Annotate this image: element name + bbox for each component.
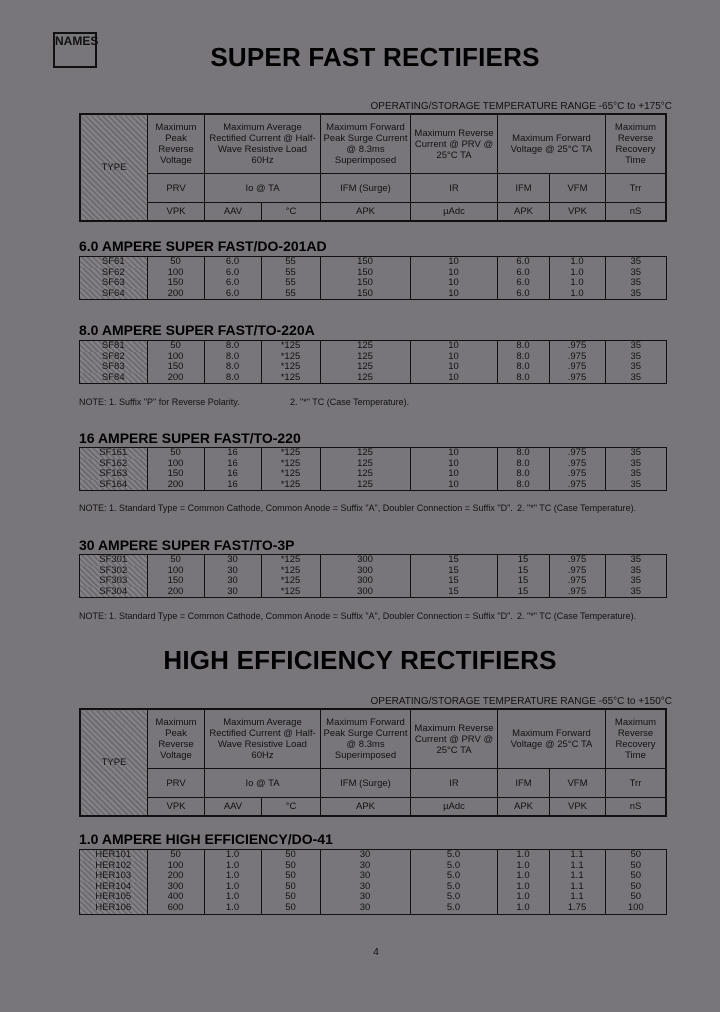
table-cell: 16 [204,469,261,480]
unit: APK [498,203,550,221]
table-cell: 100 [147,459,204,470]
table-cell: 1.0 [204,882,261,893]
table-cell: 50 [147,555,204,566]
table-cell: *125 [261,373,320,384]
table-cell: 150 [147,278,204,289]
avg-rectified-current-header: Maximum Average Rectified Current @ Half-Wave Resistive Load 60Hz [205,115,321,174]
table-cell: 30 [320,850,410,861]
unit: °C [262,203,321,221]
table-cell: 1.75 [549,903,605,914]
table-cell: 10 [410,341,497,352]
table-cell: 35 [630,361,642,373]
sf-op-range: OPERATING/STORAGE TEMPERATURE RANGE -65°C to +175°C [370,101,672,112]
table-cell: 6.0 [497,289,549,300]
table-cell: 50 [261,850,320,861]
table-cell: 50 [261,892,320,903]
table-cell: 10 [410,289,497,300]
table-cell: *125 [261,587,320,598]
table-cell: 125 [320,352,410,363]
table-cell: 16 [204,480,261,491]
table-cell: 50 [261,882,320,893]
unit: µAdc [411,798,498,816]
table-cell: 100 [627,901,644,913]
table-cell: 8.0 [497,448,549,459]
table-cell: 50 [630,891,642,903]
symbol: IR [411,174,498,203]
part-number: SF63 [80,278,147,289]
table-cell: 1.1 [549,882,605,893]
table-cell: 30 [320,861,410,872]
table-cell: 30 [204,576,261,587]
table-cell: 150 [320,268,410,279]
table-cell: 35 [630,256,642,267]
table-cell: 150 [147,469,204,480]
table-cell: 1.1 [549,892,605,903]
table-cell: *125 [261,469,320,480]
table-cell: 6.0 [204,289,261,300]
reverse-current-header: Maximum Reverse Current @ PRV @ 25°C TA [411,115,498,174]
table-cell: 55 [261,268,320,279]
unit: APK [321,798,411,816]
table-cell: 10 [410,278,497,289]
part-number: SF164 [80,480,147,491]
note: NOTE: 1. Suffix "P" for Reverse Polarity. [79,397,240,407]
part-number: SF302 [80,566,147,577]
table-cell: 1.0 [204,850,261,861]
table-cell: 50 [261,871,320,882]
table-cell: 1.0 [549,289,605,300]
table-cell: 200 [147,480,204,491]
table-cell: 50 [261,903,320,914]
data-table [79,447,667,491]
table-cell: 200 [147,289,204,300]
part-number: HER102 [80,861,147,872]
table-cell: 15 [410,576,497,587]
symbol: IFM (Surge) [321,174,411,203]
table-cell: 16 [204,459,261,470]
reverse-current-header: Maximum Reverse Current @ PRV @ 25°C TA [411,710,498,769]
recovery-time-header: Maximum Reverse Recovery Time [606,115,666,174]
table-cell: *125 [261,448,320,459]
table-row [80,448,666,459]
data-table [79,849,667,915]
table-cell: 8.0 [204,373,261,384]
table-cell: 1.0 [497,882,549,893]
table-cell: 50 [147,850,204,861]
symbol: IFM (Surge) [321,769,411,798]
table-cell: 10 [410,268,497,279]
table-cell: 300 [320,566,410,577]
table-cell: 100 [147,268,204,279]
table-cell: 50 [630,859,642,871]
table-cell: 10 [410,448,497,459]
symbol: Trr [606,174,666,203]
high-efficiency-title: HIGH EFFICIENCY RECTIFIERS [163,645,557,675]
table-cell: 200 [147,587,204,598]
table-cell: *125 [261,459,320,470]
symbol: Io @ TA [205,769,321,798]
table-cell: 1.1 [549,850,605,861]
table-cell: 1.1 [549,861,605,872]
table-cell: 1.0 [497,892,549,903]
table-cell: 50 [147,341,204,352]
table-cell: 125 [320,362,410,373]
table-cell: 125 [320,448,410,459]
symbol: PRV [148,769,205,798]
table-cell: 1.0 [497,861,549,872]
table-cell: .975 [549,448,605,459]
note: NOTE: 1. Standard Type = Common Cathode, Common Anode = Suffix "A", Doubler Connection = Suffix "D". [79,503,513,513]
type-header: TYPE [81,115,148,221]
table-cell: 100 [147,861,204,872]
table-row [80,257,666,268]
table-cell: 300 [320,555,410,566]
table-cell: *125 [261,352,320,363]
unit: APK [498,798,550,816]
table-row [80,587,666,598]
table-cell: .975 [549,587,605,598]
table-cell: 150 [147,576,204,587]
table-cell: 125 [320,341,410,352]
table-cell: 8.0 [204,362,261,373]
symbol: Trr [606,769,666,798]
table-cell: 35 [630,478,642,490]
table-cell: 15 [497,566,549,577]
table-cell: *125 [261,576,320,587]
table-cell: 8.0 [497,469,549,480]
part-number: SF62 [80,268,147,279]
table-cell: 1.0 [204,903,261,914]
table-cell: *125 [261,341,320,352]
table-cell: 125 [320,459,410,470]
super-fast-title: SUPER FAST RECTIFIERS [210,42,540,72]
part-number: HER101 [80,850,147,861]
unit: nS [606,798,666,816]
note: 2. "*" TC (Case Temperature). [290,397,410,407]
section-title: 6.0 AMPERE SUPER FAST/DO-201AD [79,238,327,254]
table-cell: 6.0 [497,278,549,289]
note: 2. "*" TC (Case Temperature). [517,611,637,621]
table-cell: 15 [497,587,549,598]
table-cell: 30 [320,903,410,914]
table-cell: .975 [549,362,605,373]
table-cell: 5.0 [410,861,497,872]
sf-header-table [79,113,667,222]
part-number: SF64 [80,289,147,300]
table-row [80,480,666,491]
table-row [80,289,666,300]
part-number: SF163 [80,469,147,480]
table-cell: 1.0 [497,850,549,861]
table-cell: 16 [204,448,261,459]
table-cell: .975 [549,341,605,352]
symbol: IR [411,769,498,798]
table-cell: 6.0 [204,278,261,289]
table-cell: 150 [320,278,410,289]
avg-rectified-current-header: Maximum Average Rectified Current @ Half-Wave Resistive Load 60Hz [205,710,321,769]
table-cell: 30 [320,892,410,903]
note: NOTE: 1. Standard Type = Common Cathode, Common Anode = Suffix "A", Doubler Connection = Suffix "D". [79,611,513,621]
part-number: SF161 [80,448,147,459]
company-logo: NAMES [53,32,97,68]
table-cell: *125 [261,362,320,373]
unit: VPK [550,203,606,221]
table-cell: 8.0 [497,352,549,363]
table-cell: 15 [410,587,497,598]
table-row [80,373,666,384]
table-cell: 30 [320,871,410,882]
part-number: SF303 [80,576,147,587]
table-cell: .975 [549,566,605,577]
data-table [79,554,667,598]
table-cell: 50 [630,880,642,892]
table-cell: 35 [630,277,642,289]
part-number: SF301 [80,555,147,566]
table-cell: 8.0 [497,341,549,352]
table-cell: 55 [261,289,320,300]
table-cell: 1.0 [549,268,605,279]
section-title: 1.0 AMPERE HIGH EFFICIENCY/DO-41 [79,831,333,847]
symbol: VFM [550,174,606,203]
surge-current-header: Maximum Forward Peak Surge Current @ 8.3ms Superimposed [321,115,411,174]
type-header: TYPE [81,710,148,816]
table-cell: 35 [630,585,642,597]
table-cell: 35 [630,447,642,458]
table-cell: .975 [549,576,605,587]
table-cell: 10 [410,459,497,470]
surge-current-header: Maximum Forward Peak Surge Current @ 8.3ms Superimposed [321,710,411,769]
table-row [80,850,666,861]
table-cell: 150 [147,362,204,373]
table-cell: 5.0 [410,882,497,893]
table-cell: 10 [410,362,497,373]
table-cell: 15 [410,566,497,577]
unit: nS [606,203,666,221]
he-header-table [79,708,667,817]
table-cell: 8.0 [497,480,549,491]
table-cell: .975 [549,373,605,384]
symbol: PRV [148,174,205,203]
table-cell: 35 [630,554,642,565]
table-cell: 1.0 [204,861,261,872]
table-cell: 50 [630,870,642,882]
part-number: SF304 [80,587,147,598]
table-cell: 5.0 [410,850,497,861]
he-op-range: OPERATING/STORAGE TEMPERATURE RANGE -65°C to +150°C [370,696,672,707]
unit: APK [321,203,411,221]
table-cell: 6.0 [497,257,549,268]
part-number: HER104 [80,882,147,893]
table-cell: 1.0 [497,903,549,914]
table-cell: 35 [630,350,642,362]
table-cell: 10 [410,480,497,491]
symbol: Io @ TA [205,174,321,203]
table-cell: 50 [147,257,204,268]
table-cell: 6.0 [204,268,261,279]
unit: VPK [148,798,205,816]
table-cell: 100 [147,566,204,577]
table-cell: 150 [320,289,410,300]
table-cell: 30 [204,555,261,566]
section-title: 30 AMPERE SUPER FAST/TO-3P [79,537,295,553]
table-cell: 1.0 [497,871,549,882]
table-cell: 30 [204,566,261,577]
table-cell: 15 [497,576,549,587]
data-table [79,256,667,300]
table-cell: 35 [630,457,642,469]
table-cell: .975 [549,469,605,480]
table-cell: 1.0 [549,278,605,289]
recovery-time-header: Maximum Reverse Recovery Time [606,710,666,769]
part-number: HER103 [80,871,147,882]
unit: µAdc [411,203,498,221]
table-cell: 125 [320,373,410,384]
table-cell: 35 [630,564,642,576]
table-cell: 15 [497,555,549,566]
symbol: IFM [498,174,550,203]
table-cell: 300 [147,882,204,893]
peak-reverse-voltage-header: Maximum Peak Reverse Voltage [148,115,205,174]
table-cell: 100 [147,352,204,363]
note: 2. "*" TC (Case Temperature). [517,503,637,513]
table-cell: 10 [410,257,497,268]
unit: °C [262,798,321,816]
part-number: SF81 [80,341,147,352]
table-cell: *125 [261,566,320,577]
table-cell: 30 [320,882,410,893]
table-cell: 1.1 [549,871,605,882]
table-cell: 50 [261,861,320,872]
table-cell: 5.0 [410,903,497,914]
table-cell: 200 [147,373,204,384]
table-cell: 30 [204,587,261,598]
table-cell: 15 [410,555,497,566]
table-cell: 55 [261,257,320,268]
section-title: 8.0 AMPERE SUPER FAST/TO-220A [79,322,315,338]
table-cell: .975 [549,555,605,566]
table-cell: 35 [630,468,642,480]
table-row [80,341,666,352]
table-cell: 8.0 [497,373,549,384]
table-cell: 300 [320,576,410,587]
table-cell: 8.0 [204,341,261,352]
table-cell: 1.0 [549,257,605,268]
part-number: SF84 [80,373,147,384]
table-cell: 125 [320,469,410,480]
table-cell: 10 [410,352,497,363]
table-cell: 35 [630,575,642,587]
table-cell: 35 [630,340,642,351]
table-cell: 8.0 [497,459,549,470]
table-cell: 600 [147,903,204,914]
forward-voltage-header: Maximum Forward Voltage @ 25°C TA [498,115,606,174]
table-row [80,903,666,914]
table-cell: 8.0 [204,352,261,363]
unit: VPK [550,798,606,816]
table-cell: 35 [630,266,642,278]
part-number: SF61 [80,257,147,268]
table-cell: 10 [410,469,497,480]
part-number: SF162 [80,459,147,470]
table-cell: 35 [630,371,642,383]
table-cell: 200 [147,871,204,882]
table-cell: 55 [261,278,320,289]
part-number: HER105 [80,892,147,903]
peak-reverse-voltage-header: Maximum Peak Reverse Voltage [148,710,205,769]
part-number: HER106 [80,903,147,914]
table-cell: 6.0 [204,257,261,268]
table-cell: 35 [630,287,642,299]
table-row [80,555,666,566]
table-cell: 150 [320,257,410,268]
page-number: 4 [373,947,379,958]
table-cell: 6.0 [497,268,549,279]
table-cell: 400 [147,892,204,903]
symbol: IFM [498,769,550,798]
symbol: VFM [550,769,606,798]
table-cell: 125 [320,480,410,491]
unit: VPK [148,203,205,221]
table-cell: 5.0 [410,892,497,903]
unit: AAV [205,203,262,221]
part-number: SF82 [80,352,147,363]
table-cell: .975 [549,480,605,491]
table-cell: .975 [549,352,605,363]
table-cell: 1.0 [204,892,261,903]
table-cell: *125 [261,555,320,566]
section-title: 16 AMPERE SUPER FAST/TO-220 [79,430,301,446]
table-cell: 5.0 [410,871,497,882]
data-table [79,340,667,384]
table-cell: 300 [320,587,410,598]
table-cell: 50 [147,448,204,459]
table-cell: 50 [630,849,642,860]
table-cell: .975 [549,459,605,470]
unit: AAV [205,798,262,816]
forward-voltage-header: Maximum Forward Voltage @ 25°C TA [498,710,606,769]
part-number: SF83 [80,362,147,373]
table-cell: 1.0 [204,871,261,882]
table-cell: *125 [261,480,320,491]
table-cell: 8.0 [497,362,549,373]
table-cell: 10 [410,373,497,384]
